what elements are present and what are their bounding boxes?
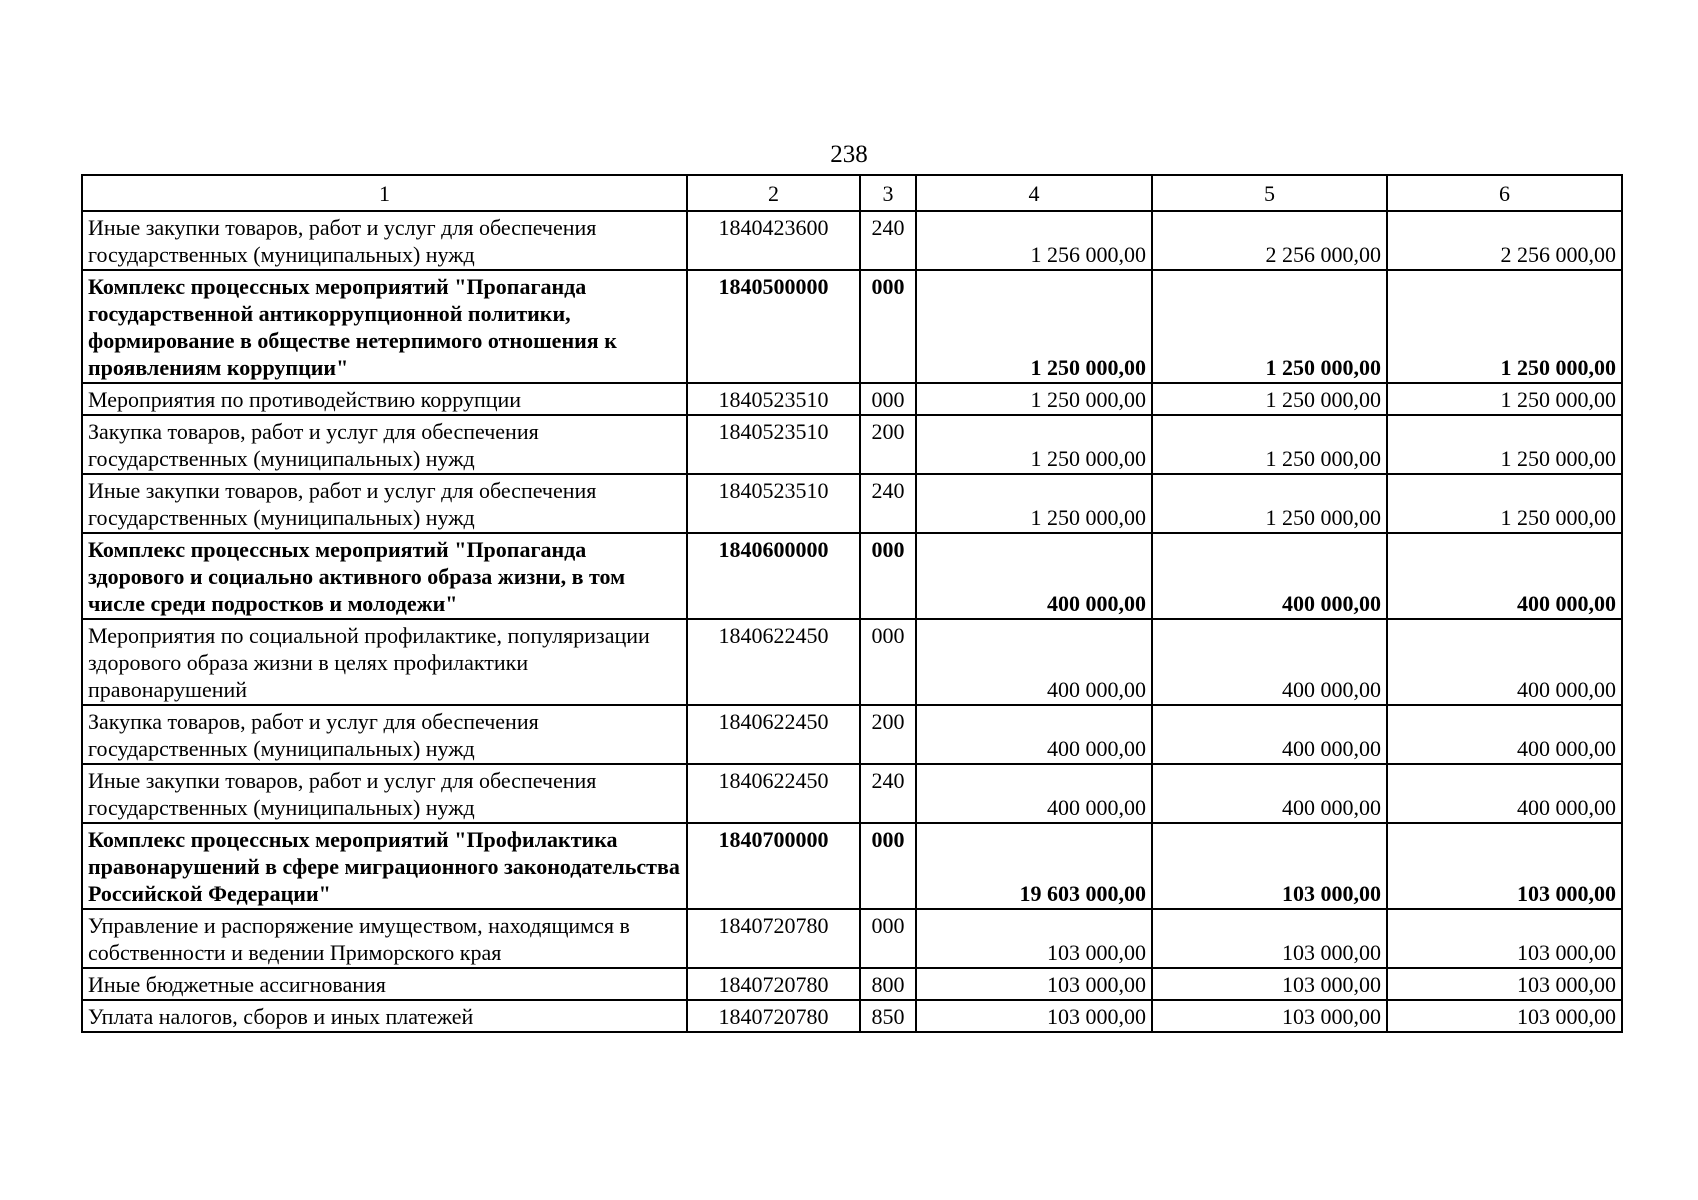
row-value-col6-cell: 400 000,00	[1387, 764, 1622, 823]
row-value-col4-cell: 103 000,00	[916, 909, 1152, 968]
row-code-cell: 1840523510	[687, 383, 860, 415]
column-header-6: 6	[1387, 175, 1622, 211]
row-name-cell: Иные закупки товаров, работ и услуг для обеспечения государственных (муниципальных) нужд	[82, 764, 687, 823]
table-row	[82, 415, 1622, 474]
row-type-cell: 240	[860, 474, 916, 533]
row-value-col6-cell: 400 000,00	[1387, 533, 1622, 619]
table-row	[82, 968, 1622, 1000]
row-name-cell: Иные закупки товаров, работ и услуг для обеспечения государственных (муниципальных) нужд	[82, 474, 687, 533]
row-type-cell: 240	[860, 764, 916, 823]
row-code-cell: 1840720780	[687, 909, 860, 968]
column-header-4: 4	[916, 175, 1152, 211]
row-code-cell: 1840600000	[687, 533, 860, 619]
row-value-col4-cell: 1 250 000,00	[916, 270, 1152, 383]
row-value-col5-cell: 1 250 000,00	[1152, 474, 1387, 533]
row-value-col4-cell: 103 000,00	[916, 968, 1152, 1000]
row-value-col6-cell: 1 250 000,00	[1387, 474, 1622, 533]
row-name-cell: Комплекс процессных мероприятий "Профилактика правонарушений в сфере миграционного законодательства Российской Федерации"	[82, 823, 687, 909]
row-value-col5-cell: 400 000,00	[1152, 764, 1387, 823]
table-row	[82, 764, 1622, 823]
row-code-cell: 1840622450	[687, 764, 860, 823]
row-name-cell: Комплекс процессных мероприятий "Пропаганда государственной антикоррупционной политики, формирование в обществе нетерпимого отношения к проявлениям коррупции"	[82, 270, 687, 383]
row-value-col5-cell: 1 250 000,00	[1152, 270, 1387, 383]
row-value-col4-cell: 400 000,00	[916, 619, 1152, 705]
row-value-col4-cell: 1 250 000,00	[916, 415, 1152, 474]
row-value-col5-cell: 103 000,00	[1152, 909, 1387, 968]
row-name-cell: Иные закупки товаров, работ и услуг для обеспечения государственных (муниципальных) нужд	[82, 211, 687, 270]
budget-table-body	[82, 175, 1622, 1032]
row-code-cell: 1840622450	[687, 705, 860, 764]
row-code-cell: 1840500000	[687, 270, 860, 383]
row-type-cell: 240	[860, 211, 916, 270]
column-header-2: 2	[687, 175, 860, 211]
row-name-cell: Закупка товаров, работ и услуг для обеспечения государственных (муниципальных) нужд	[82, 415, 687, 474]
row-type-cell: 800	[860, 968, 916, 1000]
row-value-col6-cell: 1 250 000,00	[1387, 270, 1622, 383]
table-row	[82, 383, 1622, 415]
page-number: 238	[830, 141, 868, 168]
row-name-cell: Мероприятия по противодействию коррупции	[82, 383, 687, 415]
row-type-cell: 000	[860, 533, 916, 619]
row-code-cell: 1840720780	[687, 968, 860, 1000]
row-value-col6-cell: 2 256 000,00	[1387, 211, 1622, 270]
column-header-3: 3	[860, 175, 916, 211]
row-type-cell: 850	[860, 1000, 916, 1032]
row-value-col6-cell: 103 000,00	[1387, 968, 1622, 1000]
row-value-col6-cell: 103 000,00	[1387, 823, 1622, 909]
row-type-cell: 200	[860, 705, 916, 764]
row-value-col6-cell: 400 000,00	[1387, 705, 1622, 764]
row-value-col4-cell: 400 000,00	[916, 533, 1152, 619]
row-code-cell: 1840720780	[687, 1000, 860, 1032]
table-row	[82, 619, 1622, 705]
row-value-col5-cell: 2 256 000,00	[1152, 211, 1387, 270]
table-row	[82, 1000, 1622, 1032]
row-value-col6-cell: 1 250 000,00	[1387, 415, 1622, 474]
column-header-5: 5	[1152, 175, 1387, 211]
budget-table	[81, 174, 1623, 1033]
table-row	[82, 211, 1622, 270]
table-row	[82, 705, 1622, 764]
row-value-col5-cell: 103 000,00	[1152, 823, 1387, 909]
row-value-col5-cell: 1 250 000,00	[1152, 415, 1387, 474]
row-value-col4-cell: 1 250 000,00	[916, 383, 1152, 415]
row-name-cell: Комплекс процессных мероприятий "Пропаганда здорового и социально активного образа жизни, в том числе среди подростков и молодежи"	[82, 533, 687, 619]
row-code-cell: 1840622450	[687, 619, 860, 705]
row-type-cell: 000	[860, 383, 916, 415]
row-name-cell: Уплата налогов, сборов и иных платежей	[82, 1000, 687, 1032]
row-type-cell: 000	[860, 270, 916, 383]
row-code-cell: 1840423600	[687, 211, 860, 270]
row-name-cell: Управление и распоряжение имуществом, находящимся в собственности и ведении Приморского края	[82, 909, 687, 968]
row-value-col4-cell: 103 000,00	[916, 1000, 1152, 1032]
row-value-col6-cell: 1 250 000,00	[1387, 383, 1622, 415]
table-row	[82, 474, 1622, 533]
table-row	[82, 270, 1622, 383]
row-value-col4-cell: 1 250 000,00	[916, 474, 1152, 533]
row-code-cell: 1840523510	[687, 415, 860, 474]
row-code-cell: 1840523510	[687, 474, 860, 533]
row-value-col6-cell: 400 000,00	[1387, 619, 1622, 705]
row-type-cell: 000	[860, 909, 916, 968]
row-value-col5-cell: 1 250 000,00	[1152, 383, 1387, 415]
table-row	[82, 823, 1622, 909]
row-value-col4-cell: 400 000,00	[916, 705, 1152, 764]
row-value-col5-cell: 400 000,00	[1152, 533, 1387, 619]
table-row	[82, 909, 1622, 968]
row-value-col5-cell: 400 000,00	[1152, 619, 1387, 705]
row-type-cell: 000	[860, 823, 916, 909]
row-value-col5-cell: 103 000,00	[1152, 968, 1387, 1000]
row-name-cell: Мероприятия по социальной профилактике, популяризации здорового образа жизни в целях профилактики правонарушений	[82, 619, 687, 705]
row-value-col5-cell: 400 000,00	[1152, 705, 1387, 764]
row-name-cell: Закупка товаров, работ и услуг для обеспечения государственных (муниципальных) нужд	[82, 705, 687, 764]
row-type-cell: 000	[860, 619, 916, 705]
row-type-cell: 200	[860, 415, 916, 474]
row-value-col4-cell: 19 603 000,00	[916, 823, 1152, 909]
row-name-cell: Иные бюджетные ассигнования	[82, 968, 687, 1000]
row-code-cell: 1840700000	[687, 823, 860, 909]
column-header-1: 1	[82, 175, 687, 211]
row-value-col4-cell: 400 000,00	[916, 764, 1152, 823]
row-value-col6-cell: 103 000,00	[1387, 909, 1622, 968]
row-value-col4-cell: 1 256 000,00	[916, 211, 1152, 270]
row-value-col6-cell: 103 000,00	[1387, 1000, 1622, 1032]
table-row	[82, 533, 1622, 619]
row-value-col5-cell: 103 000,00	[1152, 1000, 1387, 1032]
column-number-header-row	[82, 175, 1622, 211]
